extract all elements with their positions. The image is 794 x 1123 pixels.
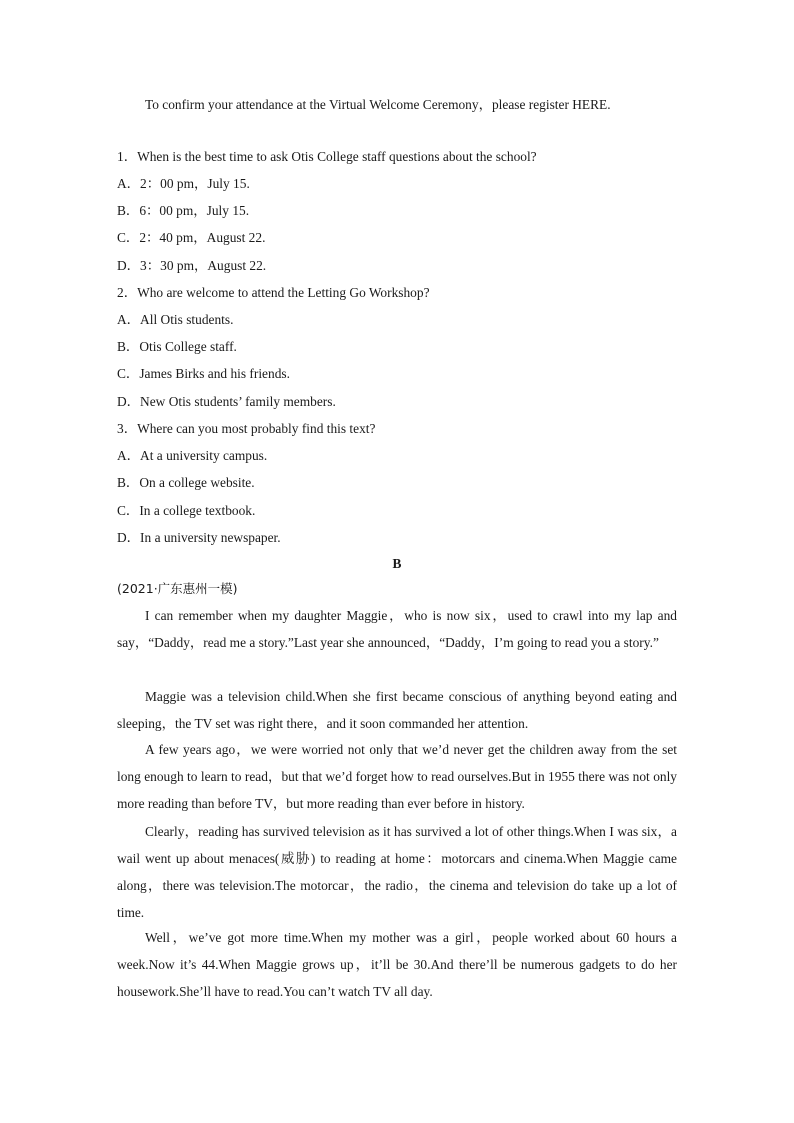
intro-line: To confirm your attendance at the Virtual Welcome Ceremony，please register HERE. [145,97,611,112]
question-1-option-b: B．6：00 pm，July 15. [117,203,250,218]
question-2-option-a: A．All Otis students. [117,312,234,327]
question-2-option-d: D．New Otis students’ family members. [117,394,336,409]
question-1-option-a: A．2：00 pm，July 15. [117,176,250,191]
question-1-option-d: D．3：30 pm，August 22. [117,258,267,273]
question-1-stem: 1．When is the best time to ask Otis College staff questions about the school? [117,149,537,164]
question-2-option-c: C．James Birks and his friends. [117,366,290,381]
question-3-option-c: C．In a college textbook. [117,503,256,518]
question-2-stem: 2．Who are welcome to attend the Letting Go Workshop? [117,285,430,300]
paragraph-2: Maggie was a television child.When she first became conscious of anything beyond eating and sleeping，the TV set was right there，and it soon commanded her attention. [117,689,677,731]
question-3-option-b: B．On a college website. [117,475,255,490]
paragraph-4: Clearly，reading has survived television as it has survived a lot of other things.When I was six，a wail went up about menaces(威胁) to reading at home：motorcars and cinema.When Maggie came along，there was television.The motorcar，the radio，the cinema and television do take up a lot of time. [117,824,677,920]
question-3-stem: 3．Where can you most probably find this text? [117,421,376,436]
question-1-option-c: C．2：40 pm，August 22. [117,230,266,245]
question-3-option-a: A．At a university campus. [117,448,268,463]
paragraph-5: Well，we’ve got more time.When my mother was a girl，people worked about 60 hours a week.Now it’s 44.When Maggie grows up，it’ll be 30.And there’ll be numerous gadgets to do her housework.She’ll have to read.You can’t watch TV all day. [117,930,677,999]
question-3-option-d: D．In a university newspaper. [117,530,281,545]
section-heading: B [392,556,402,571]
question-2-option-b: B．Otis College staff. [117,339,237,354]
source-note: (2021·广东惠州一模) [117,581,238,596]
paragraph-3: A few years ago，we were worried not only that we’d never get the children away from the set long enough to learn to read，but that we’d forget how to read ourselves.But in 1955 there was not only more reading than before TV，but more reading than ever before in history. [117,742,677,811]
paragraph-1: I can remember when my daughter Maggie，who is now six，used to crawl into my lap and say，“Daddy，read me a story.”Last year she announced，“Daddy，I’m going to read you a story.” [117,608,677,650]
